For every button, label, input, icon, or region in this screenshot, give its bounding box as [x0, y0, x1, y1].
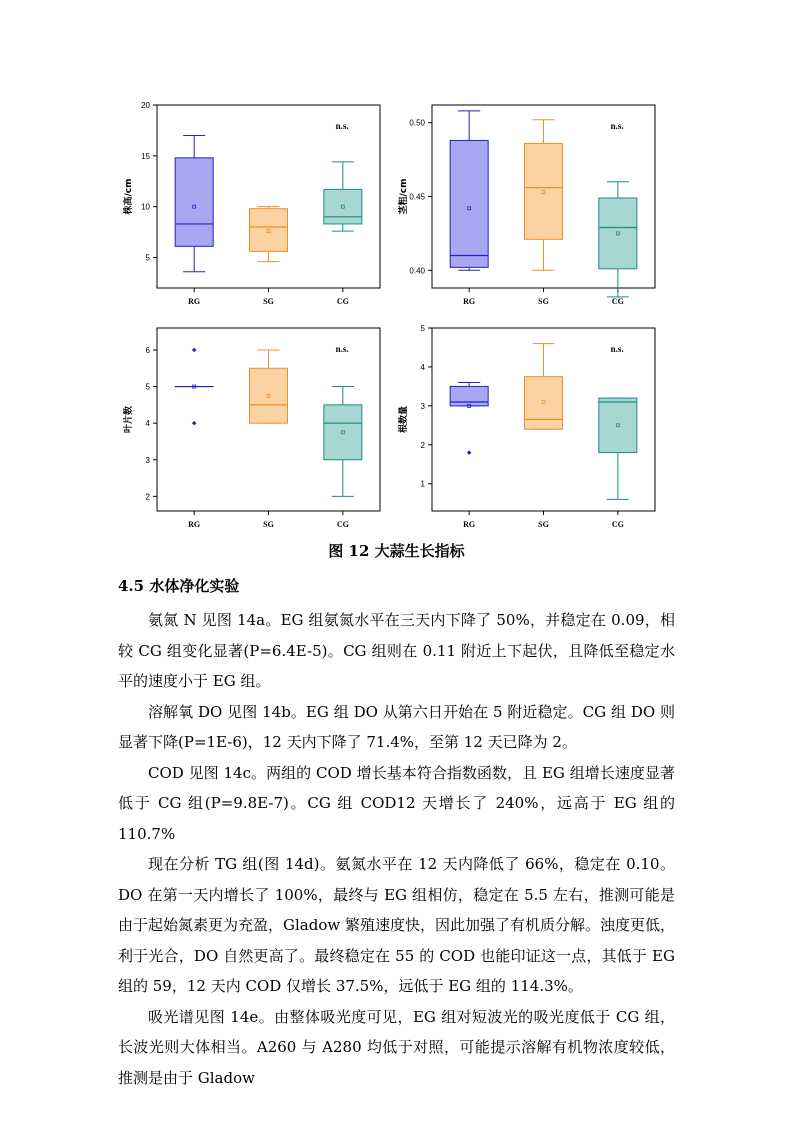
figure-caption: 图 12 大蒜生长指标 [328, 542, 465, 560]
x-tick-label: RG [188, 297, 201, 306]
y-tick-label: 5 [145, 382, 150, 392]
y-tick-label: 3 [420, 401, 425, 411]
y-tick-label: 2 [420, 440, 425, 450]
iqr-box [450, 140, 488, 267]
y-tick-label: 4 [420, 362, 425, 372]
paragraph: 吸光谱见图 14e。由整体吸光度可见，EG 组对短波光的吸光度低于 CG 组，长波光则大体相当。A260 与 A280 均低于对照，可能提示溶解有机物浓度较低，推测是由于 Gladow [118, 1007, 675, 1087]
iqr-box [525, 377, 563, 430]
y-tick-label: 4 [145, 419, 150, 429]
y-tick-label: 5 [420, 324, 425, 333]
x-tick-label: SG [538, 520, 549, 529]
paragraph: 现在分析 TG 组(图 14d)。氨氮水平在 12 天内降低了 66%，稳定在 0.10。DO 在第一天内增长了 100%，最终与 EG 组相仿，稳定在 5.5 左右，推测可能是由于起始氮素更为充盈，Gladow 繁殖速度快，因此加强了有机质分解。浊度更低，利于光合，DO 自然更高了。最终稳定在 55 的 COD 也能印证这一点，其低于 EG 组的 59，12 天内 COD 仅增长 37.5%，远低于 EG 组的 114.3%。 [118, 855, 675, 995]
outlier-point [192, 348, 196, 352]
y-tick-label: 5 [145, 253, 150, 263]
iqr-box [324, 405, 362, 460]
outlier-point [192, 421, 196, 425]
x-tick-label: RG [463, 520, 476, 529]
x-tick-label: CG [611, 520, 624, 529]
y-axis-label: 根数量 [399, 405, 409, 434]
y-tick-label: 10 [141, 202, 150, 212]
section-heading: 4.5 水体净化实验 [118, 577, 240, 595]
iqr-box [599, 198, 637, 269]
y-tick-label: 3 [145, 455, 150, 465]
iqr-box [599, 398, 637, 453]
boxplot-panel [122, 328, 380, 529]
iqr-box [324, 189, 362, 224]
outlier-point [467, 451, 471, 455]
significance-label: n.s. [335, 121, 349, 131]
iqr-box [250, 209, 288, 252]
paragraph: 溶解氧 DO 见图 14b。EG 组 DO 从第六日开始在 5 附近稳定。CG 组 DO 则显著下降(P=1E-6)，12 天内下降了 71.4%，至第 12 天已降为 2。 [118, 702, 675, 751]
boxplot-panel [397, 324, 655, 529]
iqr-box [450, 386, 488, 405]
boxplot-panel [122, 101, 380, 306]
y-axis-label: 茎粗/cm [399, 178, 409, 215]
y-tick-label: 6 [145, 345, 150, 355]
x-tick-label: SG [263, 520, 274, 529]
boxplot-panel [397, 105, 655, 306]
significance-label: n.s. [610, 344, 624, 354]
x-tick-label: CG [336, 520, 349, 529]
iqr-box [525, 143, 563, 239]
y-tick-label: 0.50 [409, 118, 425, 128]
y-tick-label: 20 [141, 101, 150, 110]
significance-label: n.s. [335, 344, 349, 354]
significance-label: n.s. [610, 121, 624, 131]
y-axis-label: 叶片数 [124, 405, 134, 434]
x-tick-label: RG [463, 297, 476, 306]
iqr-box [175, 158, 213, 246]
x-tick-label: CG [611, 297, 624, 306]
x-tick-label: CG [336, 297, 349, 306]
y-tick-label: 1 [420, 479, 425, 489]
paragraph: 氨氮 N 见图 14a。EG 组氨氮水平在三天内下降了 50%，并稳定在 0.09，相较 CG 组变化显著(P=6.4E-5)。CG 组则在 0.11 附近上下起伏，且降低至稳定水平的速度小于 EG 组。 [118, 611, 675, 690]
y-tick-label: 15 [141, 151, 150, 161]
paragraph: COD 见图 14c。两组的 COD 增长基本符合指数函数，且 EG 组增长速度显著低于 CG 组(P=9.8E-7)。CG 组 COD12 天增长了 240%，远高于 EG 组的 110.7% [118, 763, 675, 843]
y-tick-label: 0.45 [409, 192, 425, 202]
body-text [118, 605, 675, 1093]
iqr-box [250, 368, 288, 423]
y-axis-label: 株高/cm [124, 178, 134, 215]
x-tick-label: RG [188, 520, 201, 529]
x-tick-label: SG [263, 297, 274, 306]
garlic-growth-boxplots [0, 0, 793, 540]
y-tick-label: 0.40 [409, 266, 425, 276]
y-tick-label: 2 [145, 492, 150, 502]
x-tick-label: SG [538, 297, 549, 306]
